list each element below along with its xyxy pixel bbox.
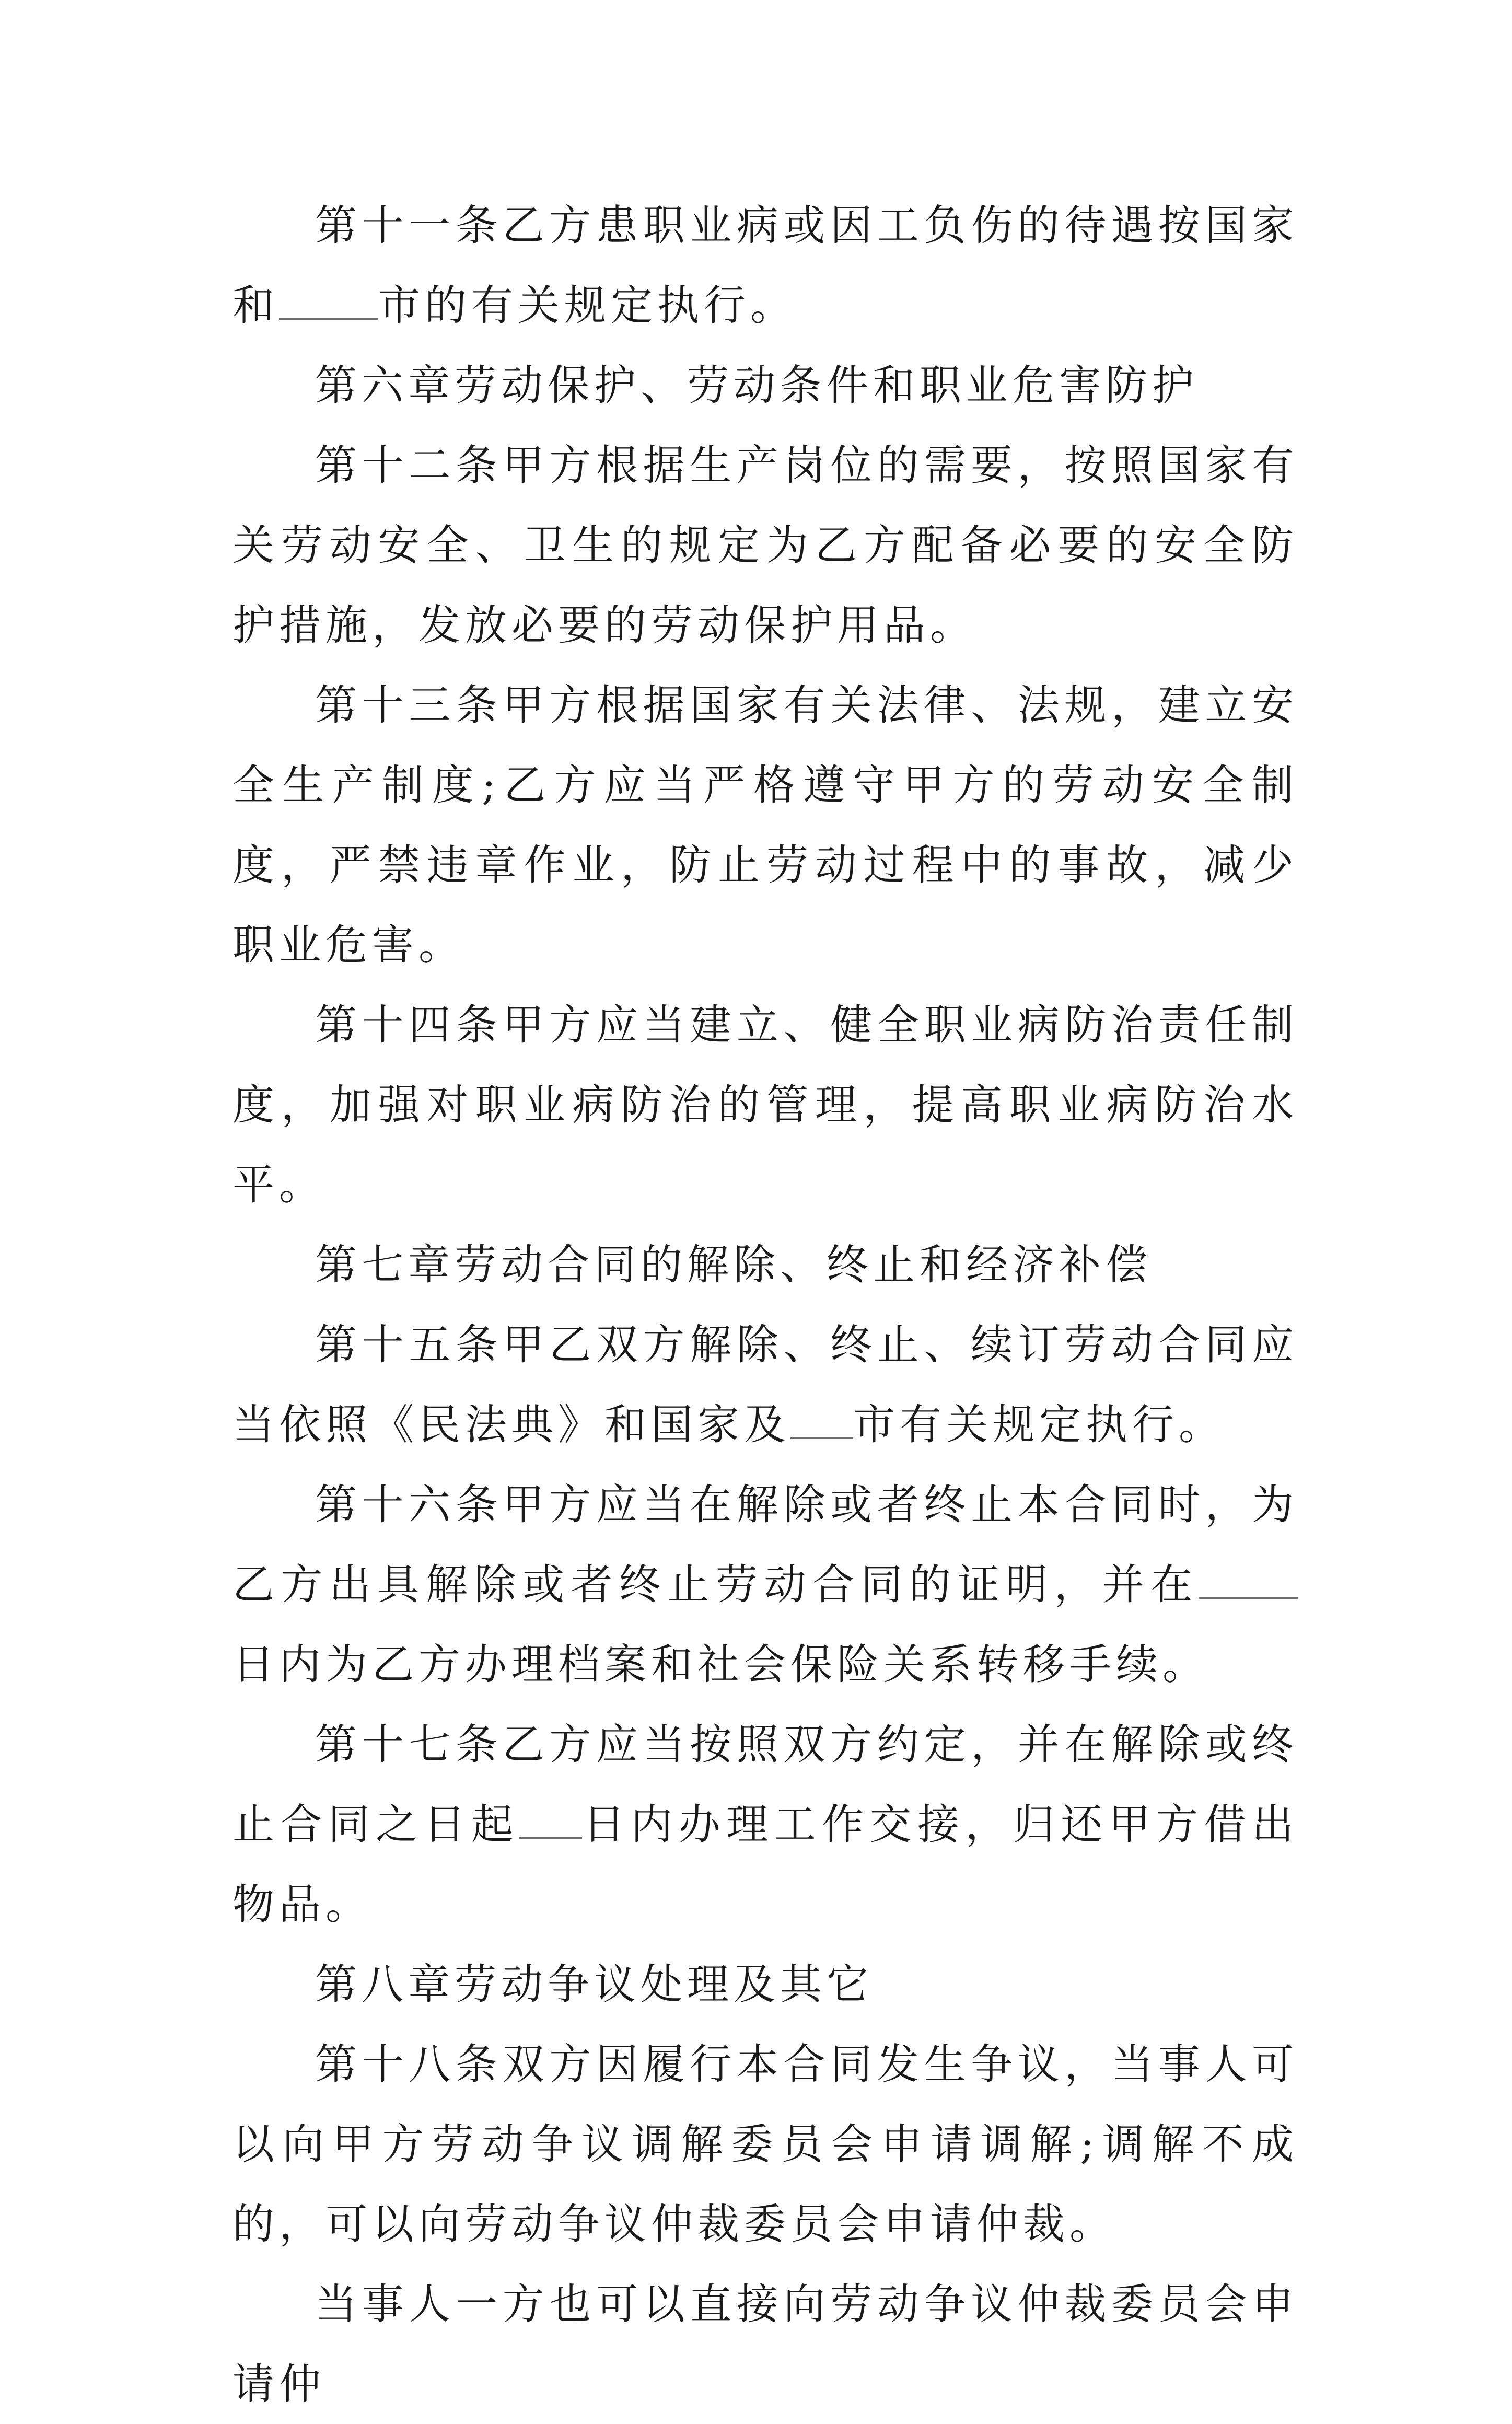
paragraph-text: 第十八条双方因履行本合同发生争议，当事人可以向甲方劳动争议调解委员会申请调解;调解不成的，可以向劳动争议仲裁委员会申请仲裁。 bbox=[232, 2040, 1298, 2248]
document-body bbox=[232, 185, 1298, 2424]
paragraph-text: 第十四条甲方应当建立、健全职业病防治责任制度，加强对职业病防治的管理，提高职业病防治水平。 bbox=[232, 1001, 1298, 1209]
paragraph-text: 当事人一方也可以直接向劳动争议仲裁委员会申请仲 bbox=[232, 2280, 1298, 2408]
paragraph-text: 第六章劳动保护、劳动条件和职业危害防护 bbox=[315, 361, 1199, 410]
paragraph bbox=[232, 665, 1298, 985]
paragraph bbox=[232, 1944, 1298, 2024]
paragraph bbox=[232, 1465, 1298, 1704]
paragraph bbox=[232, 2264, 1298, 2424]
paragraph-text: 市的有关规定执行。 bbox=[378, 281, 797, 330]
paragraph-text: 第十三条甲方根据国家有关法律、法规，建立安全生产制度;乙方应当严格遵守甲方的劳动安全制度，严禁违章作业，防止劳动过程中的事故，减少职业危害。 bbox=[232, 681, 1298, 969]
paragraph bbox=[232, 185, 1298, 345]
paragraph-text: 第十二条甲方根据生产岗位的需要，按照国家有关劳动安全、卫生的规定为乙方配备必要的安全防护措施，发放必要的劳动保护用品。 bbox=[232, 441, 1298, 650]
fill-in-blank bbox=[790, 1406, 853, 1439]
paragraph-text: 第十一条乙方患职业病或因工负伤的待遇按国家和 bbox=[232, 201, 1298, 330]
paragraph bbox=[232, 425, 1298, 665]
paragraph bbox=[232, 1305, 1298, 1465]
paragraph-text: 市有关规定执行。 bbox=[853, 1400, 1225, 1449]
paragraph bbox=[232, 1704, 1298, 1944]
fill-in-blank bbox=[1199, 1566, 1298, 1599]
paragraph bbox=[232, 1225, 1298, 1305]
paragraph-text: 第十五条甲乙双方解除、终止、续订劳动合同应当依照《民法典》和国家及 bbox=[232, 1320, 1298, 1449]
paragraph-text: 日内办理工作交接，归还甲方借出物品。 bbox=[232, 1800, 1299, 1929]
paragraph-text: 第十七条乙方应当按照双方约定，并在解除或终止合同之日起 bbox=[232, 1720, 1298, 1849]
paragraph bbox=[232, 985, 1298, 1225]
fill-in-blank bbox=[519, 1806, 582, 1839]
paragraph bbox=[232, 345, 1298, 425]
paragraph-text: 第八章劳动争议处理及其它 bbox=[315, 1960, 873, 2009]
paragraph bbox=[232, 2024, 1298, 2264]
paragraph-text: 第七章劳动合同的解除、终止和经济补偿 bbox=[315, 1240, 1152, 1289]
paragraph-text: 第十六条甲方应当在解除或者终止本合同时，为乙方出具解除或者终止劳动合同的证明，并在 bbox=[232, 1480, 1298, 1609]
fill-in-blank bbox=[279, 287, 378, 320]
paragraph-text: 日内为乙方办理档案和社会保险关系转移手续。 bbox=[232, 1640, 1209, 1689]
